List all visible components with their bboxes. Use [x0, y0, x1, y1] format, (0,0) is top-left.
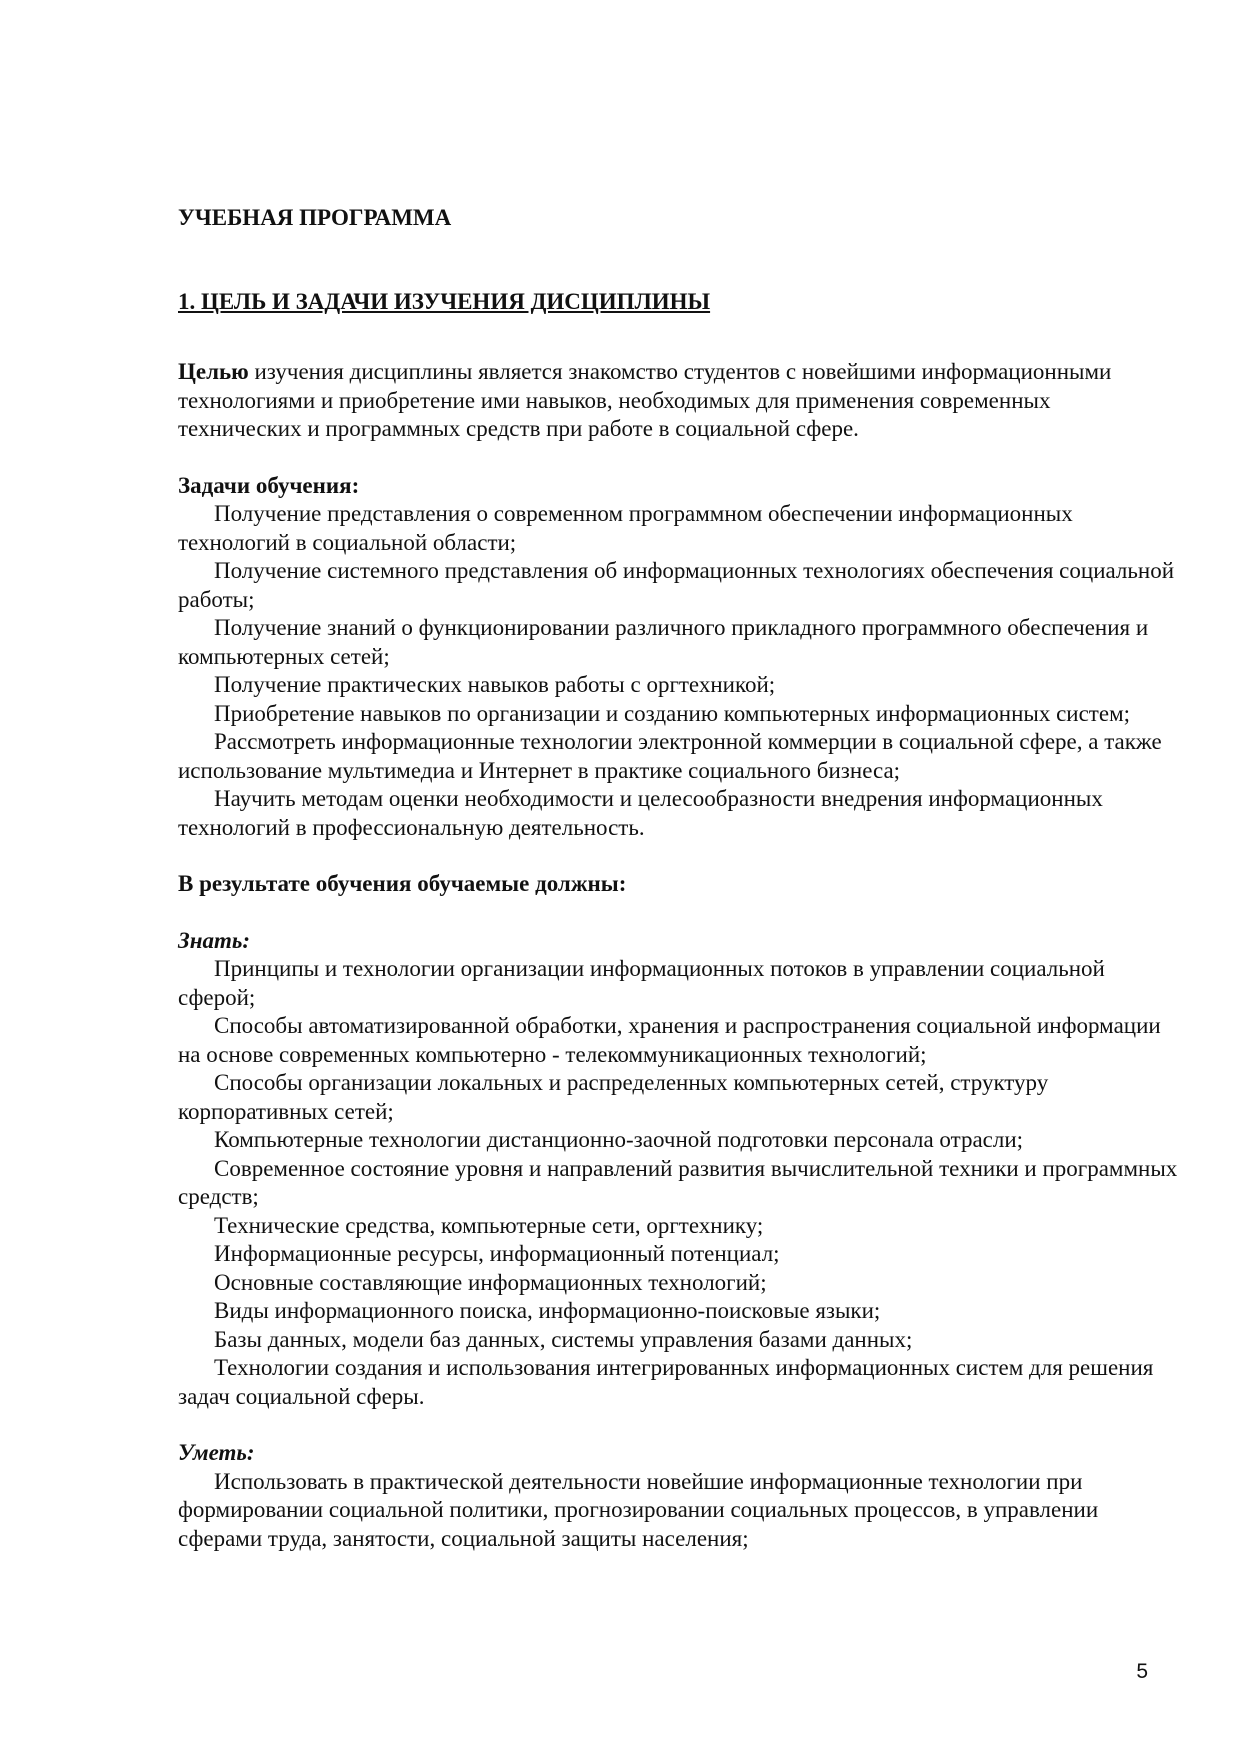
- list-item: Компьютерные технологии дистанционно-заочной подготовки персонала отрасли;: [214, 1127, 1024, 1152]
- page-content: [178, 204, 1178, 1553]
- intro-paragraph: [178, 358, 1178, 444]
- results-heading: В результате обучения обучаемые должны:: [178, 871, 627, 896]
- tasks-list: [178, 500, 1178, 842]
- list-item: Основные составляющие информационных технологий;: [214, 1269, 767, 1295]
- list-item: Современное состояние уровня и направлений развития вычислительной техники и программных средств;: [178, 1155, 1178, 1209]
- list-item: Виды информационного поиска, информационно-поисковые языки;: [214, 1298, 881, 1323]
- can-list: [178, 1468, 1178, 1554]
- list-item: Рассмотреть информационные технологии электронной коммерции в социальной сфере, а также использование мультимедиа и Интернет в практике социального бизнеса;: [178, 729, 1162, 783]
- list-item: Использовать в практической деятельности новейшие информационные технологии при формировании социальной политики, прогнозировании социальных процессов, в управлении сферами труда, занятости, социальной защиты населения;: [178, 1468, 1099, 1551]
- list-item: Приобретение навыков по организации и созданию компьютерных информационных систем;: [214, 700, 1131, 726]
- list-item: Получение практических навыков работы с оргтехникой;: [214, 672, 776, 697]
- can-heading: Уметь:: [178, 1440, 255, 1465]
- list-item: Принципы и технологии организации информационных потоков в управлении социальной сферой;: [178, 956, 1105, 1010]
- section-heading: 1. ЦЕЛЬ И ЗАДАЧИ ИЗУЧЕНИЯ ДИСЦИПЛИНЫ: [178, 288, 711, 314]
- page-number: 5: [1136, 1660, 1148, 1683]
- document-title: УЧЕБНАЯ ПРОГРАММА: [178, 205, 452, 230]
- list-item: Способы организации локальных и распределенных компьютерных сетей, структуру корпоративных сетей;: [178, 1070, 1049, 1124]
- intro-text: изучения дисциплины является знакомство студентов с новейшими информационными технологиями и приобретение ими навыков, необходимых для применения современных технических и программных средств при работе в социальной сфере.: [178, 359, 1112, 441]
- intro-lead-word: Целью: [178, 359, 249, 384]
- know-list: [178, 955, 1178, 1411]
- know-heading: Знать:: [178, 927, 251, 953]
- list-item: Получение представления о современном программном обеспечении информационных технологий в социальной области;: [178, 501, 1073, 555]
- list-item: Информационные ресурсы, информационный потенциал;: [214, 1241, 780, 1266]
- list-item: Научить методам оценки необходимости и целесообразности внедрения информационных технологий в профессиональную деятельность.: [178, 786, 1103, 840]
- list-item: Технические средства, компьютерные сети, оргтехнику;: [214, 1212, 764, 1238]
- list-item: Способы автоматизированной обработки, хранения и распространения социальной информации на основе современных компьютерно - телекоммуникационных технологий;: [178, 1013, 1161, 1067]
- list-item: Технологии создания и использования интегрированных информационных систем для решения задач социальной сферы.: [178, 1355, 1154, 1409]
- list-item: Получение системного представления об информационных технологиях обеспечения социальной работы;: [178, 558, 1175, 612]
- list-item: Базы данных, модели баз данных, системы управления базами данных;: [214, 1326, 913, 1352]
- list-item: Получение знаний о функционировании различного прикладного программного обеспечения и компьютерных сетей;: [178, 615, 1149, 669]
- tasks-heading: Задачи обучения:: [178, 472, 360, 498]
